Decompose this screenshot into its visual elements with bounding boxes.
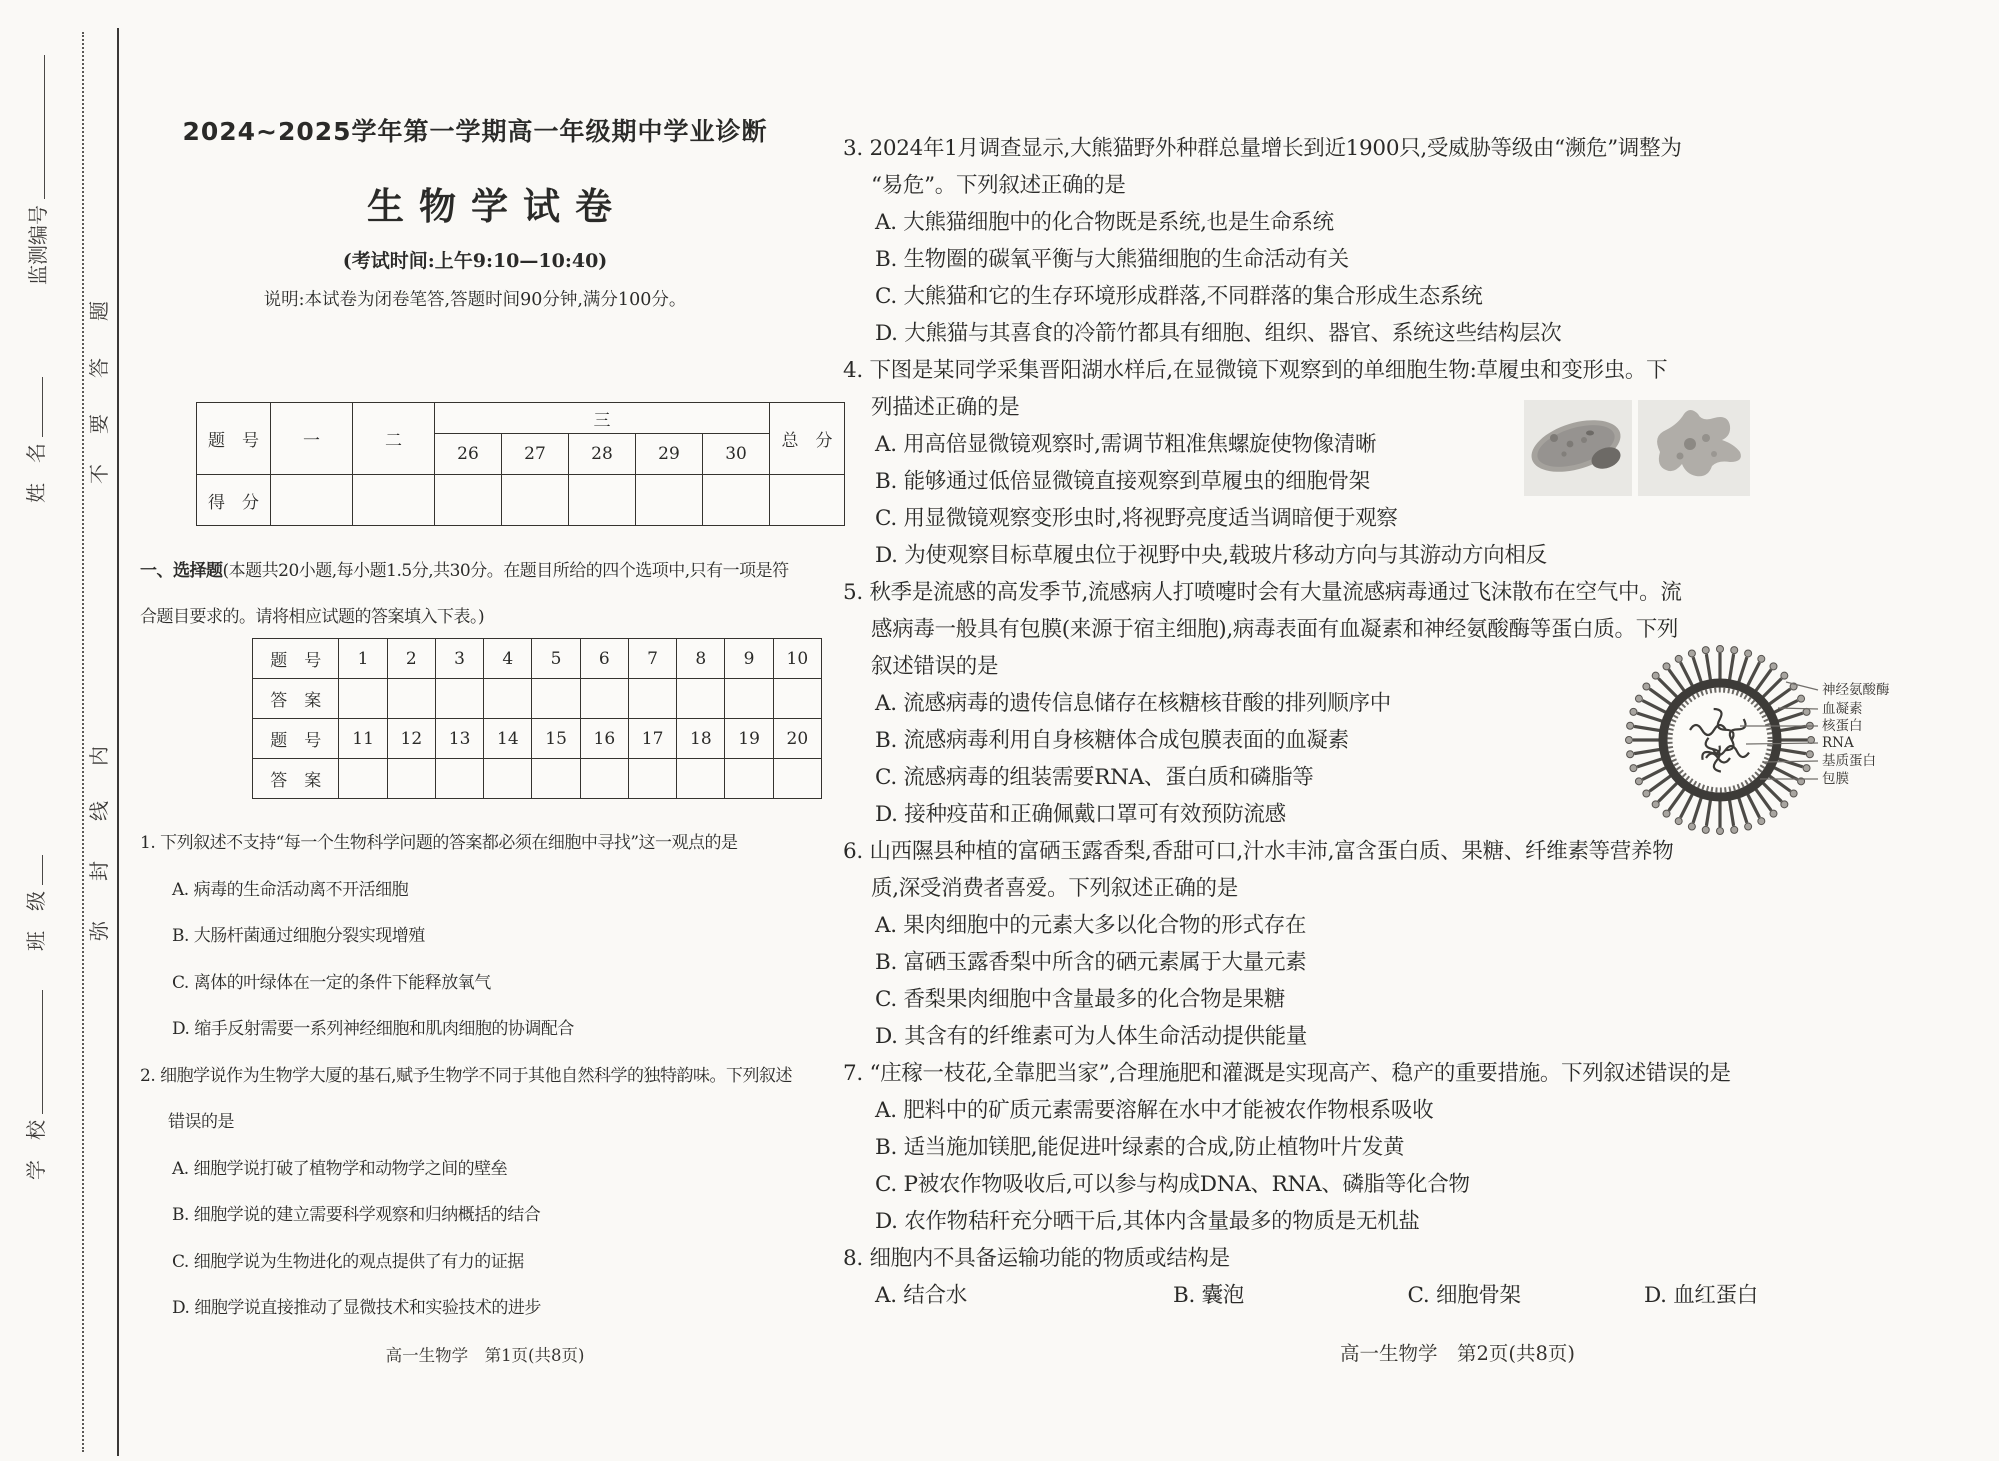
score-table-section: 一 (271, 403, 353, 475)
question-3 (843, 130, 1758, 352)
question-8 (843, 1240, 1758, 1314)
option: C. 用显微镜观察变形虫时,将视野亮度适当调暗便于观察 (875, 506, 1398, 531)
amoeba-photo (1638, 400, 1750, 496)
question-4-line: 4. 下图是某同学采集晋阳湖水样后,在显微镜下观察到的单细胞生物:草履虫和变形虫。下 (843, 358, 1668, 383)
option: C. 离体的叶绿体在一定的条件下能释放氧气 (172, 972, 491, 993)
score-table-subquestion: 28 (569, 434, 636, 475)
answer-entry-cell (435, 679, 483, 719)
question-number-cell: 11 (339, 719, 387, 759)
question-5-line: 5. 秋季是流感的高发季节,流感病人打喷嚏时会有大量流感病毒通过飞沫散布在空气中。流 (843, 580, 1682, 605)
score-entry-cell (353, 475, 435, 526)
page1-footer: 高一生物学 第1页(共8页) (385, 1346, 585, 1365)
question-number-cell: 7 (628, 639, 676, 679)
option: C. 香梨果肉细胞中含量最多的化合物是果糖 (875, 987, 1286, 1012)
score-table-subquestion: 29 (636, 434, 703, 475)
school-label: 学 校 (23, 1120, 48, 1180)
monitoring-number-blank (27, 55, 45, 199)
virus-label-rna: RNA (1822, 735, 1854, 751)
answer-table-answer-label: 答 案 (253, 679, 339, 719)
seal-dotted-line (82, 32, 84, 1452)
virus-label-hemagglutinin: 血凝素 (1822, 701, 1863, 717)
virus-label-matrix-protein: 基质蛋白 (1822, 753, 1876, 769)
question-5-line: 感病毒一般具有包膜(来源于宿主细胞),病毒表面有血凝素和神经氨酸酶等蛋白质。下列 (871, 617, 1679, 642)
exam-instructions: 说明:本试卷为闭卷笔答,答题时间90分钟,满分100分。 (263, 290, 687, 310)
answer-table-answer-label: 答 案 (253, 759, 339, 799)
school-blank (25, 990, 43, 1114)
answer-table-question-label: 题 号 (253, 639, 339, 679)
class-blank (25, 855, 43, 885)
question-6-line: 质,深受消费者喜爱。下列叙述正确的是 (871, 876, 1238, 901)
seal-line-char: 弥 (87, 921, 111, 941)
option: C. 大熊猫和它的生存环境形成群落,不同群落的集合形成生态系统 (875, 284, 1483, 309)
seal-line-char: 线 (87, 801, 111, 821)
class-field (19, 855, 49, 951)
question-number-cell: 13 (435, 719, 483, 759)
exam-time: (考试时间:上午9:10—10:40) (342, 250, 608, 272)
answer-entry-cell (580, 679, 628, 719)
option: D. 接种疫苗和正确佩戴口罩可有效预防流感 (875, 802, 1286, 827)
page1-questions (140, 820, 830, 1332)
question-4-line: 列描述正确的是 (871, 395, 1020, 420)
section-one-text-line2: 合题目要求的。请将相应试题的答案填入下表。) (140, 607, 485, 627)
option: A. 果肉细胞中的元素大多以化合物的形式存在 (875, 913, 1307, 938)
answer-entry-cell (339, 759, 387, 799)
class-label: 班 级 (23, 891, 48, 951)
question-number-cell: 1 (339, 639, 387, 679)
seal-line-char: 不 (87, 464, 111, 484)
seal-line-char: 题 (87, 301, 111, 321)
monitoring-number-field (21, 55, 51, 285)
seal-line-char: 要 (87, 414, 111, 434)
question-number-cell: 19 (725, 719, 773, 759)
question-number-cell: 9 (725, 639, 773, 679)
option: A. 病毒的生命活动离不开活细胞 (172, 879, 409, 900)
answer-entry-cell (580, 759, 628, 799)
student-name-label: 姓 名 (23, 443, 48, 503)
question-2-line: 错误的是 (168, 1112, 234, 1132)
score-table (196, 402, 845, 526)
question-1-line: 1. 下列叙述不支持“每一个生物科学问题的答案都必须在细胞中寻找”这一观点的是 (140, 833, 738, 853)
school-field (19, 990, 49, 1180)
option: B. 大肠杆菌通过细胞分裂实现增殖 (172, 926, 425, 946)
answer-entry-cell (725, 759, 773, 799)
subject-title: 生物学试卷 (367, 185, 627, 228)
answer-entry-cell (387, 759, 435, 799)
question-3-line: “易危”。下列叙述正确的是 (871, 173, 1126, 198)
micrograph-figure (1524, 400, 1750, 496)
choice-answer-table (252, 638, 822, 799)
answer-entry-cell (725, 679, 773, 719)
answer-entry-cell (484, 759, 532, 799)
option: A. 肥料中的矿质元素需要溶解在水中才能被农作物根系吸收 (875, 1098, 1434, 1123)
question-8-line: 8. 细胞内不具备运输功能的物质或结构是 (843, 1246, 1230, 1271)
question-number-cell: 16 (580, 719, 628, 759)
section-one-heading: 一、选择题 (140, 561, 223, 581)
score-entry-cell (569, 475, 636, 526)
score-table-subquestion: 26 (435, 434, 502, 475)
seal-line-char: 内 (87, 746, 111, 766)
answer-entry-cell (628, 759, 676, 799)
option: D. 其含有的纤维素可为人体生命活动提供能量 (875, 1024, 1308, 1049)
section-one-intro (140, 548, 830, 640)
question-number-cell: 2 (387, 639, 435, 679)
question-1 (140, 820, 830, 1053)
seal-line-char: 封 (87, 861, 111, 881)
virus-label-neuraminidase: 神经氨酸酶 (1822, 682, 1890, 698)
answer-entry-cell (339, 679, 387, 719)
option: B. 流感病毒利用自身核糖体合成包膜表面的血凝素 (875, 728, 1349, 753)
option: D. 血红蛋白 (1643, 1283, 1758, 1308)
score-table-section: 二 (353, 403, 435, 475)
option: B. 囊泡 (1173, 1283, 1244, 1308)
answer-entry-cell (532, 759, 580, 799)
score-table-subquestion: 30 (703, 434, 770, 475)
question-3-line: 3. 2024年1月调查显示,大熊猫野外种群总量增长到近1900只,受威胁等级由“濒危”调整为 (843, 136, 1682, 161)
question-2-line: 2. 细胞学说作为生物学大厦的基石,赋予生物学不同于其他自然科学的独特韵味。下列叙述 (140, 1065, 793, 1086)
score-entry-cell (271, 475, 353, 526)
option: B. 生物圈的碳氧平衡与大熊猫细胞的生命活动有关 (875, 247, 1349, 272)
option: B. 能够通过低倍显微镜直接观察到草履虫的细胞骨架 (875, 469, 1370, 494)
score-label: 得 分 (197, 475, 271, 526)
answer-entry-cell (628, 679, 676, 719)
option: A. 大熊猫细胞中的化合物既是系统,也是生命系统 (875, 210, 1334, 235)
question-2 (140, 1053, 830, 1332)
question-6-line: 6. 山西隰县种植的富硒玉露香梨,香甜可口,汁水丰沛,富含蛋白质、果糖、纤维素等营养物 (843, 839, 1674, 864)
question-number-cell: 4 (484, 639, 532, 679)
question-number-cell: 6 (580, 639, 628, 679)
virus-label-envelope: 包膜 (1822, 771, 1849, 787)
option: D. 缩手反射需要一系列神经细胞和肌肉细胞的协调配合 (172, 1019, 574, 1039)
question-number-cell: 12 (387, 719, 435, 759)
monitoring-number-label: 监测编号 (25, 205, 50, 285)
answer-entry-cell (677, 759, 725, 799)
question-number-cell: 5 (532, 639, 580, 679)
question-7 (843, 1055, 1758, 1240)
score-entry-cell (636, 475, 703, 526)
score-table-section: 三 (435, 403, 770, 434)
question-number-cell: 8 (677, 639, 725, 679)
option: A. 用高倍显微镜观察时,需调节粗准焦螺旋使物像清晰 (875, 432, 1377, 457)
student-name-blank (25, 377, 43, 437)
option: C. 流感病毒的组装需要RNA、蛋白质和磷脂等 (875, 765, 1314, 790)
page2-footer: 高一生物学 第2页(共8页) (1340, 1342, 1576, 1365)
score-entry-cell (703, 475, 770, 526)
score-entry-cell (435, 475, 502, 526)
option: D. 细胞学说直接推动了显微技术和实验技术的进步 (172, 1298, 541, 1318)
option: C. 细胞学说为生物进化的观点提供了有力的证据 (172, 1251, 524, 1272)
answer-table-question-label: 题 号 (253, 719, 339, 759)
question-8-options (843, 1277, 1758, 1314)
answer-entry-cell (484, 679, 532, 719)
option: C. 细胞骨架 (1407, 1283, 1521, 1308)
answer-entry-cell (677, 679, 725, 719)
option: A. 流感病毒的遗传信息储存在核糖核苷酸的排列顺序中 (875, 691, 1391, 716)
option: D. 大熊猫与其喜食的冷箭竹都具有细胞、组织、器官、系统这些结构层次 (875, 321, 1562, 346)
question-5-line: 叙述错误的是 (871, 654, 999, 679)
option: A. 细胞学说打破了植物学和动物学之间的壁垒 (172, 1158, 508, 1179)
question-number-cell: 15 (532, 719, 580, 759)
page-title: 2024~2025学年第一学期高一年级期中学业诊断 (182, 117, 768, 146)
question-number-cell: 14 (484, 719, 532, 759)
student-name-field (19, 377, 49, 503)
question-number-cell: 10 (773, 639, 821, 679)
answer-entry-cell (773, 679, 821, 719)
question-number-cell: 17 (628, 719, 676, 759)
score-entry-cell (502, 475, 569, 526)
question-number-cell: 20 (773, 719, 821, 759)
paramecium-photo (1524, 400, 1632, 496)
seal-line-char: 答 (87, 358, 111, 378)
question-number-cell: 3 (435, 639, 483, 679)
answer-entry-cell (435, 759, 483, 799)
answer-entry-cell (387, 679, 435, 719)
option: B. 富硒玉露香梨中所含的硒元素属于大量元素 (875, 950, 1307, 975)
influenza-virus-diagram (1594, 622, 1906, 868)
question-7-line: 7. “庄稼一枝花,全靠肥当家”,合理施肥和灌溉是实现高产、稳产的重要措施。下列叙述错误的是 (843, 1061, 1731, 1086)
option: D. 农作物秸秆充分晒干后,其体内含量最多的物质是无机盐 (875, 1209, 1420, 1234)
option: B. 适当施加镁肥,能促进叶绿素的合成,防止植物叶片发黄 (875, 1135, 1405, 1160)
section-one-text: (本题共20小题,每小题1.5分,共30分。在题目所给的四个选项中,只有一项是符 (222, 561, 789, 581)
option: B. 细胞学说的建立需要科学观察和归纳概括的结合 (172, 1205, 541, 1225)
score-table-corner: 题 号 (197, 403, 271, 475)
score-table-total: 总 分 (770, 403, 845, 475)
answer-entry-cell (532, 679, 580, 719)
option: D. 为使观察目标草履虫位于视野中央,载玻片移动方向与其游动方向相反 (875, 543, 1547, 568)
option: C. P被农作物吸收后,可以参与构成DNA、RNA、磷脂等化合物 (875, 1172, 1470, 1197)
seal-solid-line (117, 28, 119, 1456)
score-entry-cell (770, 475, 845, 526)
option: A. 结合水 (875, 1283, 967, 1308)
answer-entry-cell (773, 759, 821, 799)
question-number-cell: 18 (677, 719, 725, 759)
score-table-subquestion: 27 (502, 434, 569, 475)
virus-label-nucleoprotein: 核蛋白 (1822, 718, 1863, 734)
